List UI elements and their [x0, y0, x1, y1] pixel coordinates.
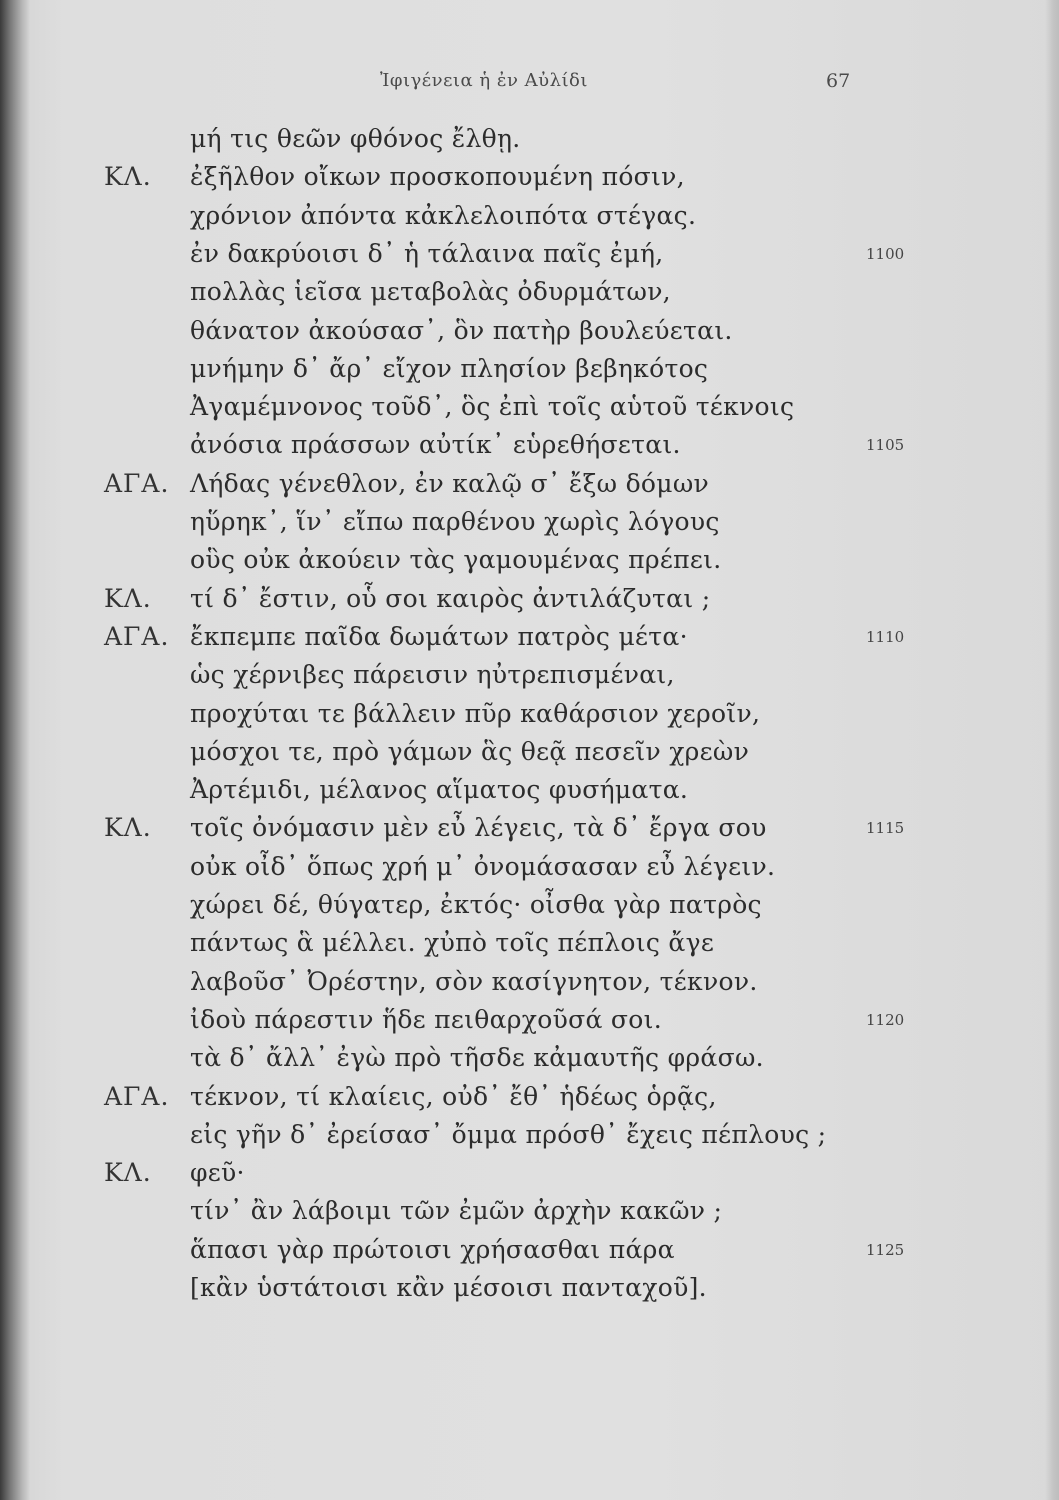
- verse-line: [0, 162, 1059, 200]
- verse-line: [0, 469, 1059, 507]
- line-number: 1115: [866, 819, 905, 838]
- verse-line: [0, 1196, 1059, 1234]
- verse-text: ηὕρηκ᾽, ἵν᾽ εἴπω παρθένου χωρὶς λόγους: [190, 507, 720, 536]
- verse-text: Λήδας γένεθλον, ἐν καλῷ σ᾽ ἔξω δόμων: [190, 468, 710, 498]
- running-title: Ἰφιγένεια ἡ ἐν Αὐλίδι: [380, 70, 588, 91]
- verse-line: [0, 354, 1059, 392]
- verse-line: [0, 852, 1059, 890]
- verse-text: τέκνον, τί κλαίεις, οὐδ᾽ ἔθ᾽ ἡδέως ὁρᾷς,: [190, 1081, 717, 1111]
- verse-line: [0, 775, 1059, 813]
- verse-text: τὰ δ᾽ ἄλλ᾽ ἐγὼ πρὸ τῆσδε κἀμαυτῆς φράσω.: [190, 1043, 764, 1073]
- verse-text: φεῦ·: [190, 1158, 245, 1188]
- verse-line: [0, 507, 1059, 545]
- verse-line: [0, 1235, 1059, 1273]
- line-number: 1105: [866, 436, 905, 455]
- verse-line: [0, 239, 1059, 277]
- verse-text: λαβοῦσ᾽ Ὀρέστην, σὸν κασίγνητον, τέκνον.: [190, 966, 758, 996]
- speaker-label: ΚΛ.: [104, 1158, 152, 1188]
- verse-text: πολλὰς ἱεῖσα μεταβολὰς ὀδυρμάτων,: [190, 277, 671, 307]
- verse-line: [0, 430, 1059, 468]
- verse-line: [0, 660, 1059, 698]
- verse-line: [0, 1273, 1059, 1311]
- speaker-label: ΚΛ.: [104, 583, 152, 613]
- line-number: 1120: [866, 1010, 905, 1029]
- verse-line: [0, 890, 1059, 928]
- speaker-label: ΑΓΑ.: [104, 1081, 170, 1111]
- verse-text: προχύται τε βάλλειν πῦρ καθάρσιον χεροῖν,: [190, 698, 761, 728]
- verse-line: [0, 1120, 1059, 1158]
- page-number: 67: [826, 70, 851, 92]
- verse-line: [0, 584, 1059, 622]
- verse-line: [0, 737, 1059, 775]
- verse-text: χώρει δέ, θύγατερ, ἐκτός· οἶσθα γὰρ πατρὸς: [190, 890, 762, 919]
- verse-line: [0, 813, 1059, 851]
- verse-line: [0, 1082, 1059, 1120]
- verse-line: [0, 316, 1059, 354]
- verse-line: [0, 1005, 1059, 1043]
- verse-text: τίν᾽ ἂν λάβοιμι τῶν ἐμῶν ἀρχὴν κακῶν ;: [190, 1196, 723, 1226]
- verse-text: [κἂν ὑστάτοισι κἂν μέσοισι πανταχοῦ].: [190, 1273, 707, 1302]
- verse-line: [0, 1158, 1059, 1196]
- verse-line: [0, 928, 1059, 966]
- speaker-label: ΚΛ.: [104, 813, 152, 843]
- verse-text: τοῖς ὀνόμασιν μὲν εὖ λέγεις, τὰ δ᾽ ἔργα σου: [190, 813, 767, 843]
- verse-text: θάνατον ἀκούσασ᾽, ὃν πατὴρ βουλεύεται.: [190, 315, 733, 345]
- verse-text: ἀνόσια πράσσων αὐτίκ᾽ εὑρεθήσεται.: [190, 430, 681, 460]
- line-number: 1100: [866, 244, 905, 263]
- verse-line: [0, 622, 1059, 660]
- line-number: 1125: [866, 1240, 905, 1259]
- verse-text: μόσχοι τε, πρὸ γάμων ἃς θεᾷ πεσεῖν χρεὼν: [190, 736, 750, 766]
- verse-text: ἐξῆλθον οἴκων προσκοπουμένη πόσιν,: [190, 162, 685, 192]
- verse-line: [0, 1043, 1059, 1081]
- verse-line: [0, 124, 1059, 162]
- verse-line: [0, 545, 1059, 583]
- verse-text: εἰς γῆν δ᾽ ἐρείσασ᾽ ὄμμα πρόσθ᾽ ἔχεις πέπλους ;: [190, 1119, 827, 1149]
- verse-text: ὡς χέρνιβες πάρεισιν ηὐτρεπισμέναι,: [190, 660, 675, 690]
- verse-line: [0, 967, 1059, 1005]
- verse-text: ἰδοὺ πάρεστιν ἥδε πειθαρχοῦσά σοι.: [190, 1004, 662, 1034]
- speaker-label: ΑΓΑ.: [104, 621, 170, 651]
- line-number: 1110: [866, 627, 905, 646]
- verse-text: μή τις θεῶν φθόνος ἔλθῃ.: [190, 124, 521, 153]
- speaker-label: ΚΛ.: [104, 162, 152, 192]
- verse-text: οὓς οὐκ ἀκούειν τὰς γαμουμένας πρέπει.: [190, 545, 722, 575]
- verse-text: οὐκ οἶδ᾽ ὅπως χρή μ᾽ ὀνομάσασαν εὖ λέγειν.: [190, 851, 776, 881]
- verse-text: ἐν δακρύοισι δ᾽ ἡ τάλαινα παῖς ἐμή,: [190, 238, 664, 268]
- verse-text: Ἀρτέμιδι, μέλανος αἵματος φυσήματα.: [190, 775, 689, 805]
- verse-text: μνήμην δ᾽ ἄρ᾽ εἴχον πλησίον βεβηκότος: [190, 353, 709, 383]
- verse-text: Ἀγαμέμνονος τοῦδ᾽, ὃς ἐπὶ τοῖς αὑτοῦ τέκνοις: [190, 392, 795, 422]
- verse-text: ἔκπεμπε παῖδα δωμάτων πατρὸς μέτα·: [190, 621, 688, 651]
- verse-text: ἅπασι γὰρ πρώτοισι χρήσασθαι πάρα: [190, 1234, 675, 1264]
- verse-line: [0, 699, 1059, 737]
- verse-text: χρόνιον ἀπόντα κἀκλελοιπότα στέγας.: [190, 200, 697, 230]
- verse-text: τί δ᾽ ἔστιν, οὗ σοι καιρὸς ἀντιλάζυται ;: [190, 583, 711, 613]
- verse-line: [0, 277, 1059, 315]
- verse-line: [0, 201, 1059, 239]
- speaker-label: ΑΓΑ.: [104, 468, 170, 498]
- verse-line: [0, 392, 1059, 430]
- verse-text: πάντως ἃ μέλλει. χὐπὸ τοῖς πέπλοις ἄγε: [190, 928, 715, 958]
